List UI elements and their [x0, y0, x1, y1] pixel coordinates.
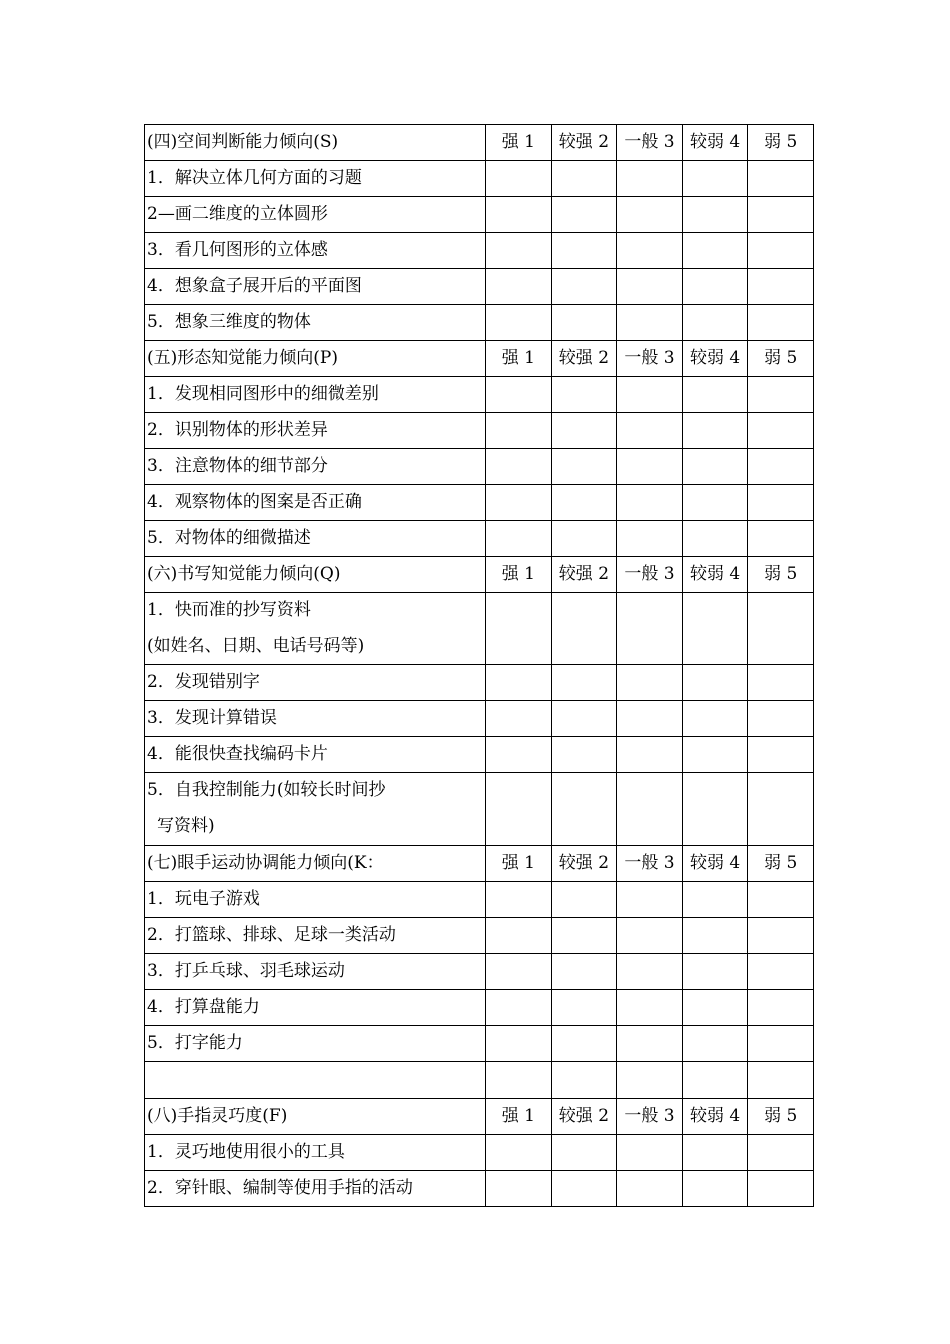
rating-cell[interactable]: [748, 1170, 814, 1206]
question-text: [145, 305, 486, 341]
question-text: [145, 161, 486, 197]
section-title: (七)眼手运动协调能力倾向(K：: [145, 845, 486, 881]
rating-cell[interactable]: [617, 1134, 683, 1170]
table-body: [145, 125, 814, 1207]
rating-cell[interactable]: [617, 773, 683, 845]
rating-cell[interactable]: [551, 485, 617, 521]
rating-label: 一般 3: [617, 341, 683, 377]
rating-label: 弱 5: [748, 341, 814, 377]
rating-cell[interactable]: [551, 953, 617, 989]
rating-label: 较强 2: [551, 845, 617, 881]
question-line: 4．观察物体的图案是否正确: [147, 492, 362, 512]
question-line: 1．快而准的抄写资料: [147, 600, 311, 620]
rating-cell[interactable]: [617, 665, 683, 701]
rating-cell[interactable]: [617, 701, 683, 737]
rating-label: 较弱 4: [682, 341, 748, 377]
rating-cell[interactable]: [486, 1134, 552, 1170]
question-line: 5．自我控制能力(如较长时间抄: [147, 780, 386, 801]
rating-cell[interactable]: [551, 413, 617, 449]
section-title: (五)形态知觉能力倾向(P): [145, 341, 486, 377]
rating-label: 一般 3: [617, 1098, 683, 1134]
question-row: [145, 197, 814, 233]
rating-cell[interactable]: [486, 197, 552, 233]
rating-cell[interactable]: [551, 1170, 617, 1206]
question-text: [145, 233, 486, 269]
question-row: [145, 881, 814, 917]
rating-cell[interactable]: [682, 953, 748, 989]
rating-label: 强 1: [486, 557, 552, 593]
question-line: 5．对物体的细微描述: [147, 528, 311, 548]
rating-cell[interactable]: [682, 377, 748, 413]
rating-label: 较弱 4: [682, 845, 748, 881]
question-line: 3．看几何图形的立体感: [147, 240, 328, 260]
rating-cell[interactable]: [486, 701, 552, 737]
rating-label: 一般 3: [617, 557, 683, 593]
question-line: 1．解决立体几何方面的习题: [147, 168, 362, 188]
rating-label: 弱 5: [748, 557, 814, 593]
question-text: [145, 917, 486, 953]
question-row: [145, 413, 814, 449]
rating-cell[interactable]: [748, 701, 814, 737]
rating-cell[interactable]: [486, 377, 552, 413]
question-line: 2．穿针眼、编制等使用手指的活动: [147, 1177, 413, 1198]
rating-label: 弱 5: [748, 1098, 814, 1134]
question-row: [145, 1025, 814, 1061]
question-line: 2—画二维度的立体圆形: [147, 204, 328, 224]
rating-cell[interactable]: [748, 917, 814, 953]
rating-cell[interactable]: [551, 917, 617, 953]
question-line: 写资料): [157, 816, 215, 837]
rating-cell[interactable]: [682, 449, 748, 485]
rating-cell[interactable]: [486, 485, 552, 521]
rating-cell[interactable]: [551, 1025, 617, 1061]
rating-cell[interactable]: [551, 881, 617, 917]
question-text: [145, 269, 486, 305]
question-row: [145, 233, 814, 269]
question-text: [145, 953, 486, 989]
rating-cell[interactable]: [551, 737, 617, 773]
question-text: [145, 665, 486, 701]
rating-cell[interactable]: [551, 449, 617, 485]
section-header-row: [145, 125, 814, 161]
question-row: [145, 593, 814, 665]
question-line: 4．能很快查找编码卡片: [147, 744, 328, 765]
question-text: [145, 701, 486, 737]
question-row: [145, 161, 814, 197]
rating-cell[interactable]: [682, 521, 748, 557]
rating-cell[interactable]: [748, 269, 814, 305]
question-text: [145, 773, 486, 845]
rating-cell[interactable]: [682, 989, 748, 1025]
rating-label: 弱 5: [748, 845, 814, 881]
rating-cell[interactable]: [617, 593, 683, 665]
rating-cell[interactable]: [617, 233, 683, 269]
rating-cell[interactable]: [617, 377, 683, 413]
rating-cell[interactable]: [486, 953, 552, 989]
blank-cell: [145, 1061, 486, 1098]
rating-cell[interactable]: [551, 593, 617, 665]
rating-cell[interactable]: [748, 197, 814, 233]
rating-cell[interactable]: [748, 989, 814, 1025]
rating-cell[interactable]: [682, 1170, 748, 1206]
question-line: 3．发现计算错误: [147, 708, 277, 729]
question-line: 4．打算盘能力: [147, 996, 260, 1017]
aptitude-rating-table: [144, 124, 814, 1207]
rating-cell[interactable]: [486, 449, 552, 485]
rating-cell[interactable]: [748, 449, 814, 485]
rating-cell[interactable]: [551, 377, 617, 413]
question-text: [145, 485, 486, 521]
rating-cell[interactable]: [486, 521, 552, 557]
rating-cell[interactable]: [617, 881, 683, 917]
question-row: [145, 1134, 814, 1170]
rating-cell[interactable]: [551, 161, 617, 197]
rating-cell[interactable]: [486, 665, 552, 701]
rating-label: 较强 2: [551, 557, 617, 593]
blank-row: [145, 1061, 814, 1098]
rating-label: 强 1: [486, 845, 552, 881]
rating-cell[interactable]: [748, 377, 814, 413]
rating-cell[interactable]: [617, 485, 683, 521]
section-title: (四)空间判断能力倾向(S): [145, 125, 486, 161]
rating-cell[interactable]: [486, 233, 552, 269]
question-row: [145, 773, 814, 845]
section-header-row: [145, 341, 814, 377]
question-text: [145, 593, 486, 665]
question-text: [145, 1170, 486, 1206]
rating-cell[interactable]: [486, 881, 552, 917]
rating-cell[interactable]: [748, 1025, 814, 1061]
rating-cell[interactable]: [617, 449, 683, 485]
rating-cell[interactable]: [748, 1134, 814, 1170]
question-text: [145, 197, 486, 233]
question-line: 1．玩电子游戏: [147, 888, 260, 909]
rating-cell[interactable]: [486, 773, 552, 845]
question-text: [145, 881, 486, 917]
rating-cell[interactable]: [486, 1025, 552, 1061]
rating-label: 强 1: [486, 125, 552, 161]
rating-cell[interactable]: [551, 269, 617, 305]
question-text: [145, 1025, 486, 1061]
rating-cell[interactable]: [682, 917, 748, 953]
rating-cell[interactable]: [682, 593, 748, 665]
rating-cell[interactable]: [682, 737, 748, 773]
rating-cell[interactable]: [486, 413, 552, 449]
rating-cell[interactable]: [748, 233, 814, 269]
rating-cell[interactable]: [486, 1170, 552, 1206]
rating-cell[interactable]: [682, 665, 748, 701]
section-header-row: [145, 557, 814, 593]
question-text: [145, 989, 486, 1025]
rating-cell[interactable]: [617, 197, 683, 233]
rating-cell[interactable]: [486, 917, 552, 953]
section-header-row: [145, 1098, 814, 1134]
question-line: 3．注意物体的细节部分: [147, 456, 328, 476]
rating-label: 较弱 4: [682, 1098, 748, 1134]
rating-cell[interactable]: [617, 413, 683, 449]
rating-cell[interactable]: [748, 593, 814, 665]
rating-cell[interactable]: [617, 917, 683, 953]
rating-cell[interactable]: [748, 737, 814, 773]
question-line: 5．打字能力: [147, 1032, 243, 1053]
question-row: [145, 989, 814, 1025]
question-row: [145, 701, 814, 737]
question-line: 3．打乒乓球、羽毛球运动: [147, 960, 345, 981]
rating-cell[interactable]: [682, 305, 748, 341]
section-header-row: [145, 845, 814, 881]
blank-cell: [486, 1061, 552, 1098]
rating-cell[interactable]: [617, 1025, 683, 1061]
blank-cell: [617, 1061, 683, 1098]
question-line: 2．发现错别字: [147, 672, 260, 693]
rating-label: 强 1: [486, 341, 552, 377]
rating-label: 一般 3: [617, 125, 683, 161]
question-row: [145, 521, 814, 557]
rating-cell[interactable]: [748, 485, 814, 521]
rating-cell[interactable]: [748, 665, 814, 701]
question-line: 5．想象三维度的物体: [147, 312, 311, 332]
question-row: [145, 449, 814, 485]
blank-cell: [748, 1061, 814, 1098]
rating-cell[interactable]: [748, 413, 814, 449]
question-row: [145, 1170, 814, 1206]
rating-cell[interactable]: [617, 269, 683, 305]
rating-cell[interactable]: [617, 521, 683, 557]
question-line: 1．发现相同图形中的细微差别: [147, 384, 379, 404]
question-row: [145, 377, 814, 413]
blank-cell: [682, 1061, 748, 1098]
rating-cell[interactable]: [682, 197, 748, 233]
rating-cell[interactable]: [748, 953, 814, 989]
rating-cell[interactable]: [682, 701, 748, 737]
rating-cell[interactable]: [551, 305, 617, 341]
question-text: [145, 737, 486, 773]
rating-cell[interactable]: [682, 233, 748, 269]
question-row: [145, 917, 814, 953]
rating-cell[interactable]: [748, 305, 814, 341]
rating-cell[interactable]: [748, 881, 814, 917]
rating-cell[interactable]: [748, 773, 814, 845]
rating-label: 较强 2: [551, 125, 617, 161]
rating-cell[interactable]: [682, 1025, 748, 1061]
rating-cell[interactable]: [551, 701, 617, 737]
rating-label: 一般 3: [617, 845, 683, 881]
question-text: [145, 1134, 486, 1170]
rating-cell[interactable]: [551, 989, 617, 1025]
rating-cell[interactable]: [617, 989, 683, 1025]
blank-cell: [551, 1061, 617, 1098]
question-row: [145, 269, 814, 305]
rating-cell[interactable]: [617, 953, 683, 989]
rating-label: 较强 2: [551, 1098, 617, 1134]
rating-cell[interactable]: [486, 593, 552, 665]
rating-label: 弱 5: [748, 125, 814, 161]
question-row: [145, 485, 814, 521]
question-row: [145, 305, 814, 341]
rating-cell[interactable]: [551, 197, 617, 233]
rating-label: 较弱 4: [682, 125, 748, 161]
question-line: 4．想象盒子展开后的平面图: [147, 276, 362, 296]
section-title: (六)书写知觉能力倾向(Q): [145, 557, 486, 593]
rating-cell[interactable]: [486, 737, 552, 773]
rating-cell[interactable]: [486, 989, 552, 1025]
rating-cell[interactable]: [682, 161, 748, 197]
question-row: [145, 737, 814, 773]
question-text: [145, 449, 486, 485]
rating-cell[interactable]: [682, 773, 748, 845]
rating-cell[interactable]: [551, 1134, 617, 1170]
question-row: [145, 665, 814, 701]
question-text: [145, 413, 486, 449]
question-line: (如姓名、日期、电话号码等): [147, 635, 365, 656]
question-text: [145, 521, 486, 557]
rating-cell[interactable]: [551, 233, 617, 269]
question-text: [145, 377, 486, 413]
rating-cell[interactable]: [486, 305, 552, 341]
rating-cell[interactable]: [551, 773, 617, 845]
rating-cell[interactable]: [617, 1170, 683, 1206]
rating-cell[interactable]: [551, 521, 617, 557]
rating-cell[interactable]: [682, 413, 748, 449]
rating-cell[interactable]: [748, 521, 814, 557]
rating-cell[interactable]: [682, 269, 748, 305]
rating-cell[interactable]: [682, 881, 748, 917]
rating-cell[interactable]: [617, 305, 683, 341]
question-line: 2．识别物体的形状差异: [147, 420, 328, 440]
rating-label: 较弱 4: [682, 557, 748, 593]
rating-label: 强 1: [486, 1098, 552, 1134]
section-title: (八)手指灵巧度(F): [145, 1098, 486, 1134]
rating-cell[interactable]: [748, 161, 814, 197]
question-line: 1．灵巧地使用很小的工具: [147, 1141, 345, 1162]
question-row: [145, 953, 814, 989]
rating-cell[interactable]: [617, 737, 683, 773]
rating-cell[interactable]: [486, 161, 552, 197]
rating-label: 较强 2: [551, 341, 617, 377]
rating-cell[interactable]: [617, 161, 683, 197]
rating-cell[interactable]: [551, 665, 617, 701]
rating-cell[interactable]: [486, 269, 552, 305]
rating-cell[interactable]: [682, 1134, 748, 1170]
rating-cell[interactable]: [682, 485, 748, 521]
question-line: 2．打篮球、排球、足球一类活动: [147, 924, 396, 945]
